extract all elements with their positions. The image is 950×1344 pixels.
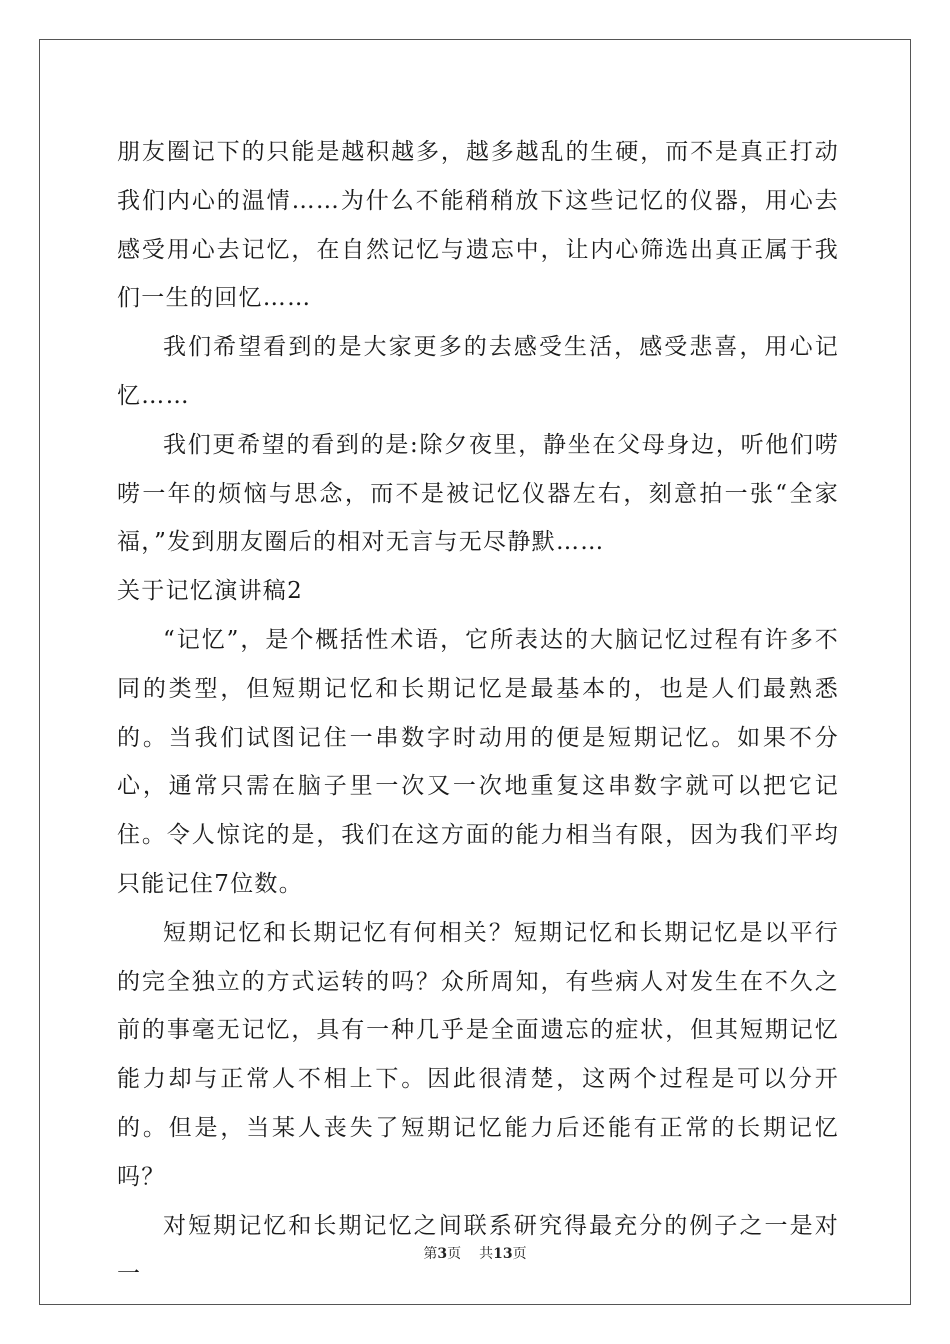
footer-total-prefix: 共 xyxy=(479,1246,494,1262)
footer-page-suffix: 页 xyxy=(447,1246,462,1262)
document-body xyxy=(117,128,839,1299)
paragraph: 对短期记忆和长期记忆之间联系研究得最充分的例子之一是对一 xyxy=(117,1212,839,1288)
section-heading: 关于记忆演讲稿2 xyxy=(117,578,304,605)
paragraph: 我们希望看到的是大家更多的去感受生活，感受悲喜，用心记忆…… xyxy=(117,334,839,409)
footer-total-suffix: 页 xyxy=(512,1246,527,1262)
paragraph: “记忆”，是个概括性术语，它所表达的大脑记忆过程有许多不同的类型，但短期记忆和长期记忆是最基本的，也是人们最熟悉的。当我们试图记住一串数字时动用的便是短期记忆。如果不分心，通常只需在脑子里一次又一次地重复这串数字就可以把它记住。令人惊诧的是，我们在这方面的能力相当有限，因为我们平均只能记住7位数。 xyxy=(117,626,839,897)
paragraph: 我们更希望的看到的是:除夕夜里，静坐在父母身边，听他们唠唠一年的烦恼与思念，而不是被记忆仪器左右，刻意拍一张“全家福，”发到朋友圈后的相对无言与无尽静默…… xyxy=(117,431,839,556)
paragraph-continuation: 朋友圈记下的只能是越积越多，越多越乱的生硬，而不是真正打动我们内心的温情……为什么不能稍稍放下这些记忆的仪器，用心去感受用心去记忆，在自然记忆与遗忘中，让内心筛选出真正属于我们一生的回忆…… xyxy=(117,139,839,312)
footer-page-number: 3 xyxy=(437,1246,448,1262)
page-footer xyxy=(0,1243,950,1263)
footer-page-prefix: 第 xyxy=(423,1246,438,1262)
paragraph: 短期记忆和长期记忆有何相关？短期记忆和长期记忆是以平行的完全独立的方式运转的吗？众所周知，有些病人对发生在不久之前的事毫无记忆，具有一种几乎是全面遗忘的症状，但其短期记忆能力却与正常人不相上下。因此很清楚，这两个过程是可以分开的。但是，当某人丧失了短期记忆能力后还能有正常的长期记忆吗？ xyxy=(117,919,839,1190)
footer-total-number: 13 xyxy=(493,1246,513,1262)
